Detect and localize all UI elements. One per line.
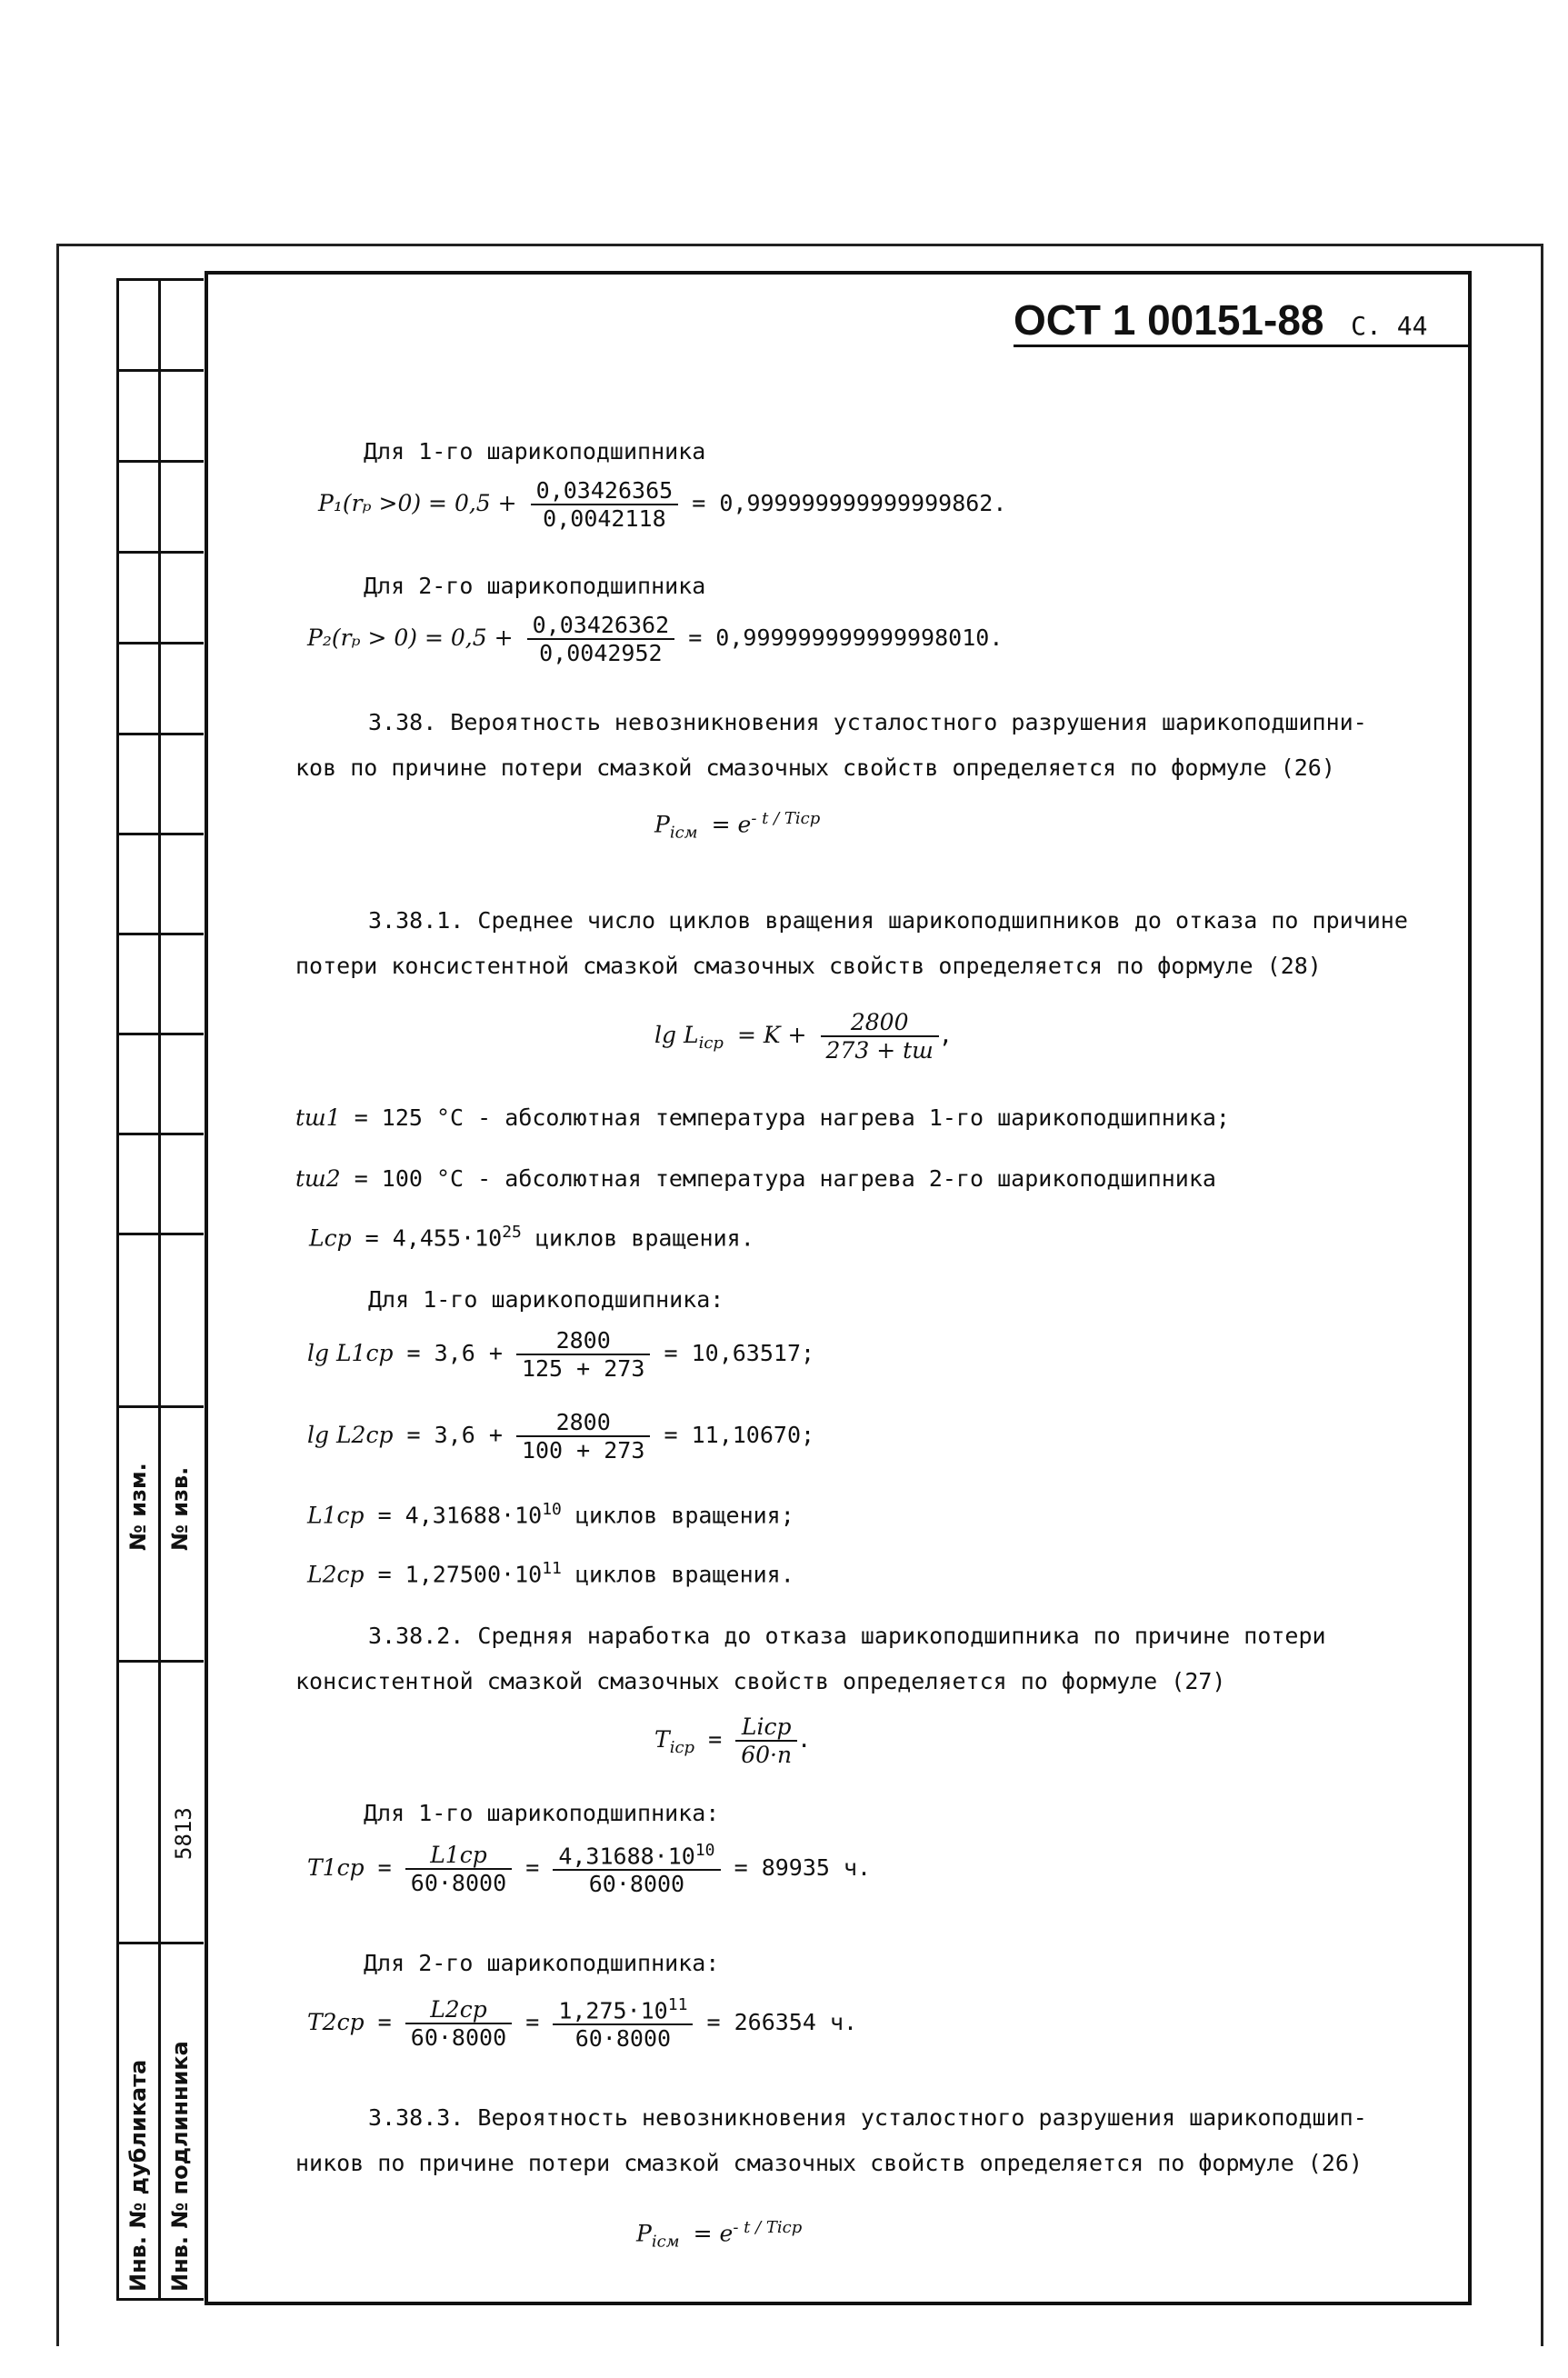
stamp-border-mid [158,278,161,2298]
bearing1-label-2: Для 1-го шарикоподшипника: [368,1286,724,1313]
l2-line: $L2ср = 1,27500\cdot 10^{11}$ циклов вращения. [307,1559,794,1588]
tw2-line: tш2 = 100 °С - абсолютная температура нагрева 2-го шарикоподшипника [295,1165,1216,1192]
stamp-line [116,1405,204,1408]
formula-p2: P₂(rₚ > 0) = 0,5 + $\frac{0,03426362}{0,0042952}$ = 0,999999999999998010. [307,612,1004,666]
formula-t2: T2ср = $\frac{L2ср}{60\cdot 8000}$ = $\frac{1,275\cdot 10^{11}}{60\cdot 8000}$ = 266354 ч. [307,1995,858,2053]
stamp-border-left [116,278,119,2298]
formula-p1: P₁(rₚ >0) = 0,5 + $\frac{0,03426365}{0,0042118}$ = 0,999999999999999862. [318,477,1007,532]
stamp-line [116,2298,204,2301]
stamp-line [116,460,204,463]
para-3-38-b: ков по причине потери смазкой смазочных свойств определяется по формуле (26) [295,754,1335,781]
para-3-38-3-b: ников по причине потери смазкой смазочных свойств определяется по формуле (26) [295,2150,1363,2176]
formula-lg2: lg L2ср = 3,6 + $\frac{2800}{100 + 273}$ = 11,10670; [307,1409,815,1464]
stamp-line [116,1033,204,1035]
inv-dup-label: Инв. № дубликата [125,2059,151,2292]
page-header [1014,295,1468,347]
stamp-line [116,1233,204,1235]
page-number: С. 44 [1351,311,1428,341]
change-no-label: № изм. [125,1463,151,1551]
para-3-38-1-b: потери консистентной смазкой смазочных свойств определяется по формуле (28) [295,953,1322,979]
para-3-38-1-a: 3.38.1. Среднее число циклов вращения шарикоподшипников до отказа по причине [368,907,1408,934]
l1-line: $L1ср = 4,31688\cdot 10^{10}$ циклов вращения; [307,1500,794,1529]
para-3-38-2-b: консистентной смазкой смазочных свойств определяется по формуле (27) [295,1668,1226,1694]
formula-lg1: lg L1ср = 3,6 + $\frac{2800}{125 + 273}$ = 10,63517; [307,1327,815,1382]
para-3-38-a: 3.38. Вероятность невозникновения усталостного разрушения шарикоподшипни- [368,709,1367,735]
inv-value: 5813 [171,1807,196,1860]
bearing1-label: Для 1-го шарикоподшипника [364,438,706,465]
tw1-line: tш1 = 125 °С - абсолютная температура нагрева 1-го шарикоподшипника; [295,1104,1230,1131]
formula-27: $T_{iср}$ = $\frac{\text{Liср}}{60\cdot n}$ . [654,1714,812,1768]
para-3-38-3-a: 3.38.3. Вероятность невозникновения усталостного разрушения шарикоподшип- [368,2104,1367,2131]
stamp-line [116,733,204,735]
stamp-line [116,1660,204,1663]
formula-26-repeat: $P_{iсм} = e^{- t / Tiср}$ [636,2218,803,2252]
doc-no-label: № изв. [167,1466,193,1551]
formula-t1: T1ср = $\frac{L1ср}{60\cdot 8000}$ = $\frac{4,31688\cdot 10^{10}}{60\cdot 8000}$ = 89935 ч. [307,1841,872,1898]
side-stamp [116,278,204,2298]
para-3-38-2-a: 3.38.2. Средняя наработка до отказа шарикоподшипника по причине потери [368,1623,1326,1649]
stamp-line [116,551,204,554]
stamp-line [116,642,204,644]
inv-orig-label: Инв. № подлинника [167,2041,193,2292]
bearing2-label-2: Для 2-го шарикоподшипника: [364,1950,720,1976]
stamp-line [116,1133,204,1135]
bearing1-label-3: Для 1-го шарикоподшипника: [364,1800,720,1826]
formula-28: $\lg L_{iср} = K$ + $\frac{2800}{273 + tш}$ , [654,1009,953,1064]
stamp-line [116,833,204,835]
lcp-line: Lср = $4,455\cdot 10^{25}$ циклов вращения. [309,1223,754,1252]
stamp-line [116,278,204,281]
stamp-line [116,1942,204,1944]
stamp-line [116,933,204,935]
formula-26: $P_{iсм} = e^{- t / Tiср}$ [654,809,821,843]
stamp-line [116,369,204,372]
standard-number: ОСТ 1 00151-88 [1014,296,1324,344]
bearing2-label: Для 2-го шарикоподшипника [364,573,706,599]
